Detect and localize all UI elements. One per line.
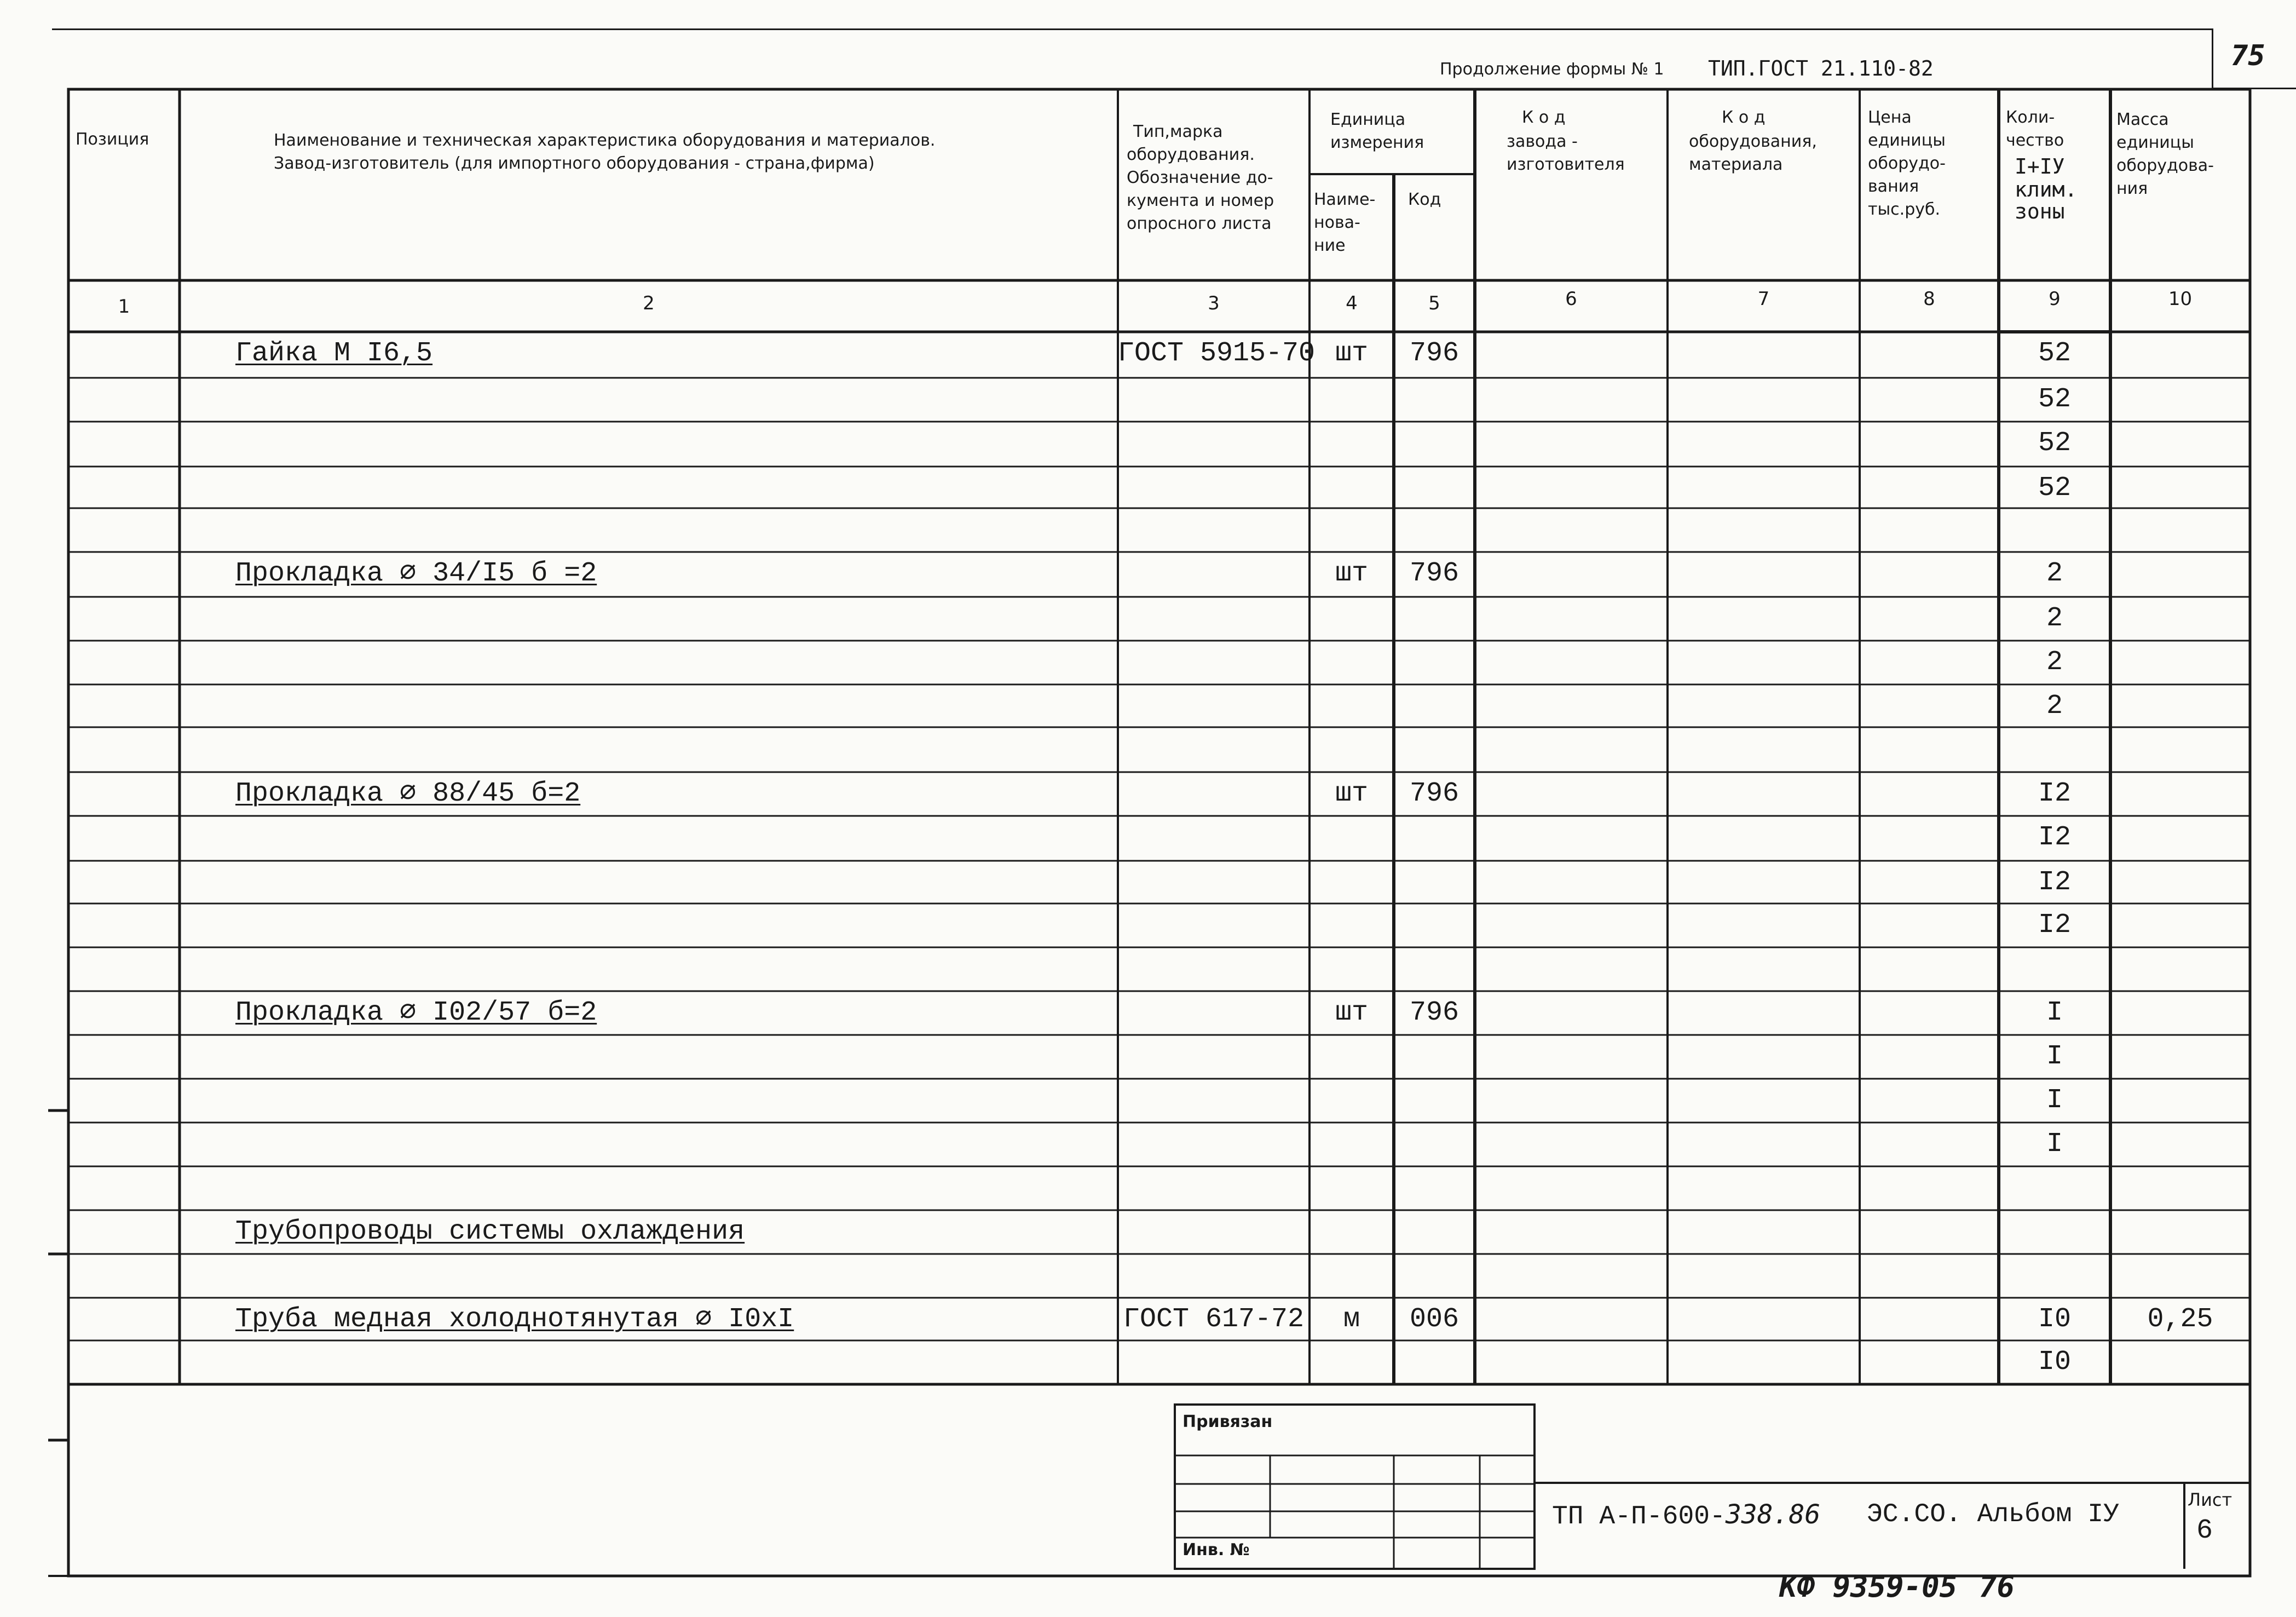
cell-qty: I0	[2038, 1304, 2071, 1335]
cell-unit: шт	[1335, 997, 1368, 1028]
col-header-position: Позиция	[76, 130, 149, 149]
cell-code: 796	[1409, 778, 1459, 809]
cell-name: Прокладка ∅ 88/45 б=2	[235, 778, 581, 809]
column-number: 1	[118, 296, 130, 318]
cell-qty: 52	[2038, 338, 2071, 369]
cell-name: Трубопроводы системы охлаждения	[235, 1216, 745, 1247]
cell-qty: I	[2046, 1085, 2063, 1116]
column-number: 7	[1757, 288, 1770, 310]
cell-name: Гайка М I6,5	[235, 338, 433, 369]
cell-qty: 2	[2046, 558, 2063, 589]
column-number: 10	[2168, 288, 2193, 310]
stamp-inventory-label: Инв. №	[1182, 1540, 1250, 1560]
cell-name: Прокладка ∅ 34/I5 б =2	[235, 558, 597, 589]
cell-qty: I2	[2038, 822, 2071, 853]
cell-qty: I	[2046, 1041, 2063, 1072]
cell-qty: I0	[2038, 1346, 2071, 1378]
corner-page-number: 75	[2231, 39, 2265, 72]
sheet-number: 6	[2196, 1515, 2213, 1546]
col-header-name-line2: Завод-изготовитель (для импортного оборудования - страна,фирма)	[274, 154, 875, 173]
cell-qty: 52	[2038, 473, 2071, 504]
cell-qty: 2	[2046, 603, 2063, 634]
project-code-handwritten: 338.86	[1725, 1499, 1821, 1530]
cell-qty: I2	[2038, 867, 2071, 898]
cell-unit: шт	[1335, 778, 1368, 809]
col-header-unit-code: Код	[1408, 190, 1441, 209]
cell-code: 006	[1409, 1304, 1459, 1335]
stamp-attached-label: Привязан	[1182, 1412, 1273, 1431]
cell-qty: 2	[2046, 690, 2063, 722]
cell-name: Прокладка ∅ I02/57 б=2	[235, 997, 597, 1028]
cell-qty: I	[2046, 1129, 2063, 1160]
column-number: 3	[1208, 292, 1220, 314]
cell-qty: I	[2046, 997, 2063, 1028]
column-number: 2	[643, 292, 655, 314]
kf-stamp: КФ 9359-05	[1779, 1569, 1958, 1604]
column-number: 9	[2049, 288, 2061, 310]
column-number: 8	[1923, 288, 1935, 310]
cell-unit: м	[1343, 1304, 1360, 1335]
cell-type: ГОСТ 617-72	[1123, 1304, 1305, 1335]
cell-type: ГОСТ 5915-70	[1118, 338, 1316, 369]
col-header-name-line1: Наименование и техническая характеристика оборудования и материалов.	[274, 131, 936, 150]
kf-page-number: 76	[1979, 1569, 2015, 1604]
form-continuation: Продолжение формы № 1	[1440, 60, 1664, 79]
cell-qty: I2	[2038, 910, 2071, 941]
cell-name: Труба медная холоднотянутая ∅ I0xI	[235, 1304, 794, 1335]
project-code	[1552, 1499, 1820, 1532]
album-label: ЭС.СО. Альбом IУ	[1867, 1500, 2119, 1529]
cell-qty: 52	[2038, 384, 2071, 415]
cell-code: 796	[1409, 997, 1459, 1028]
cell-code: 796	[1409, 338, 1459, 369]
project-code-typed: ТП А-П-600-	[1552, 1502, 1726, 1532]
form-gost: ТИП.ГОСТ 21.110-82	[1708, 56, 1934, 80]
cell-unit: шт	[1335, 338, 1368, 369]
column-number: 6	[1565, 288, 1577, 310]
sheet-label: Лист	[2188, 1489, 2232, 1510]
cell-unit: шт	[1335, 558, 1368, 589]
cell-code: 796	[1409, 558, 1459, 589]
column-number: 5	[1428, 292, 1440, 314]
cell-qty: I2	[2038, 778, 2071, 809]
cell-qty: 2	[2046, 647, 2063, 678]
cell-qty: 52	[2038, 428, 2071, 459]
column-number: 4	[1346, 292, 1358, 314]
cell-mass: 0,25	[2147, 1304, 2213, 1335]
